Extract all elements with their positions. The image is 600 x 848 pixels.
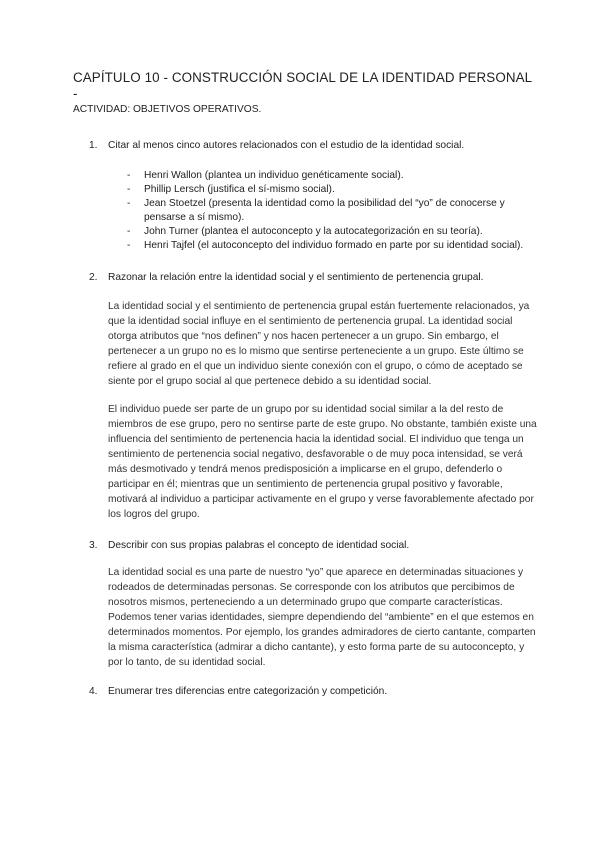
list-item bbox=[127, 169, 540, 183]
document-title: CAPÍTULO 10 - CONSTRUCCIÓN SOCIAL DE LA IDENTIDAD PERSONAL - bbox=[73, 70, 532, 101]
list-item bbox=[127, 183, 540, 197]
question-text: Citar al menos cinco autores relacionados con el estudio de la identidad social. bbox=[108, 140, 465, 151]
question-text: Describir con sus propias palabras el concepto de identidad social. bbox=[108, 540, 410, 551]
list-item-text: Phillip Lersch (justifica el sí-mismo social). bbox=[144, 184, 335, 195]
list-item bbox=[127, 225, 540, 239]
question-4 bbox=[73, 684, 540, 699]
question-2 bbox=[73, 270, 540, 285]
question-1 bbox=[73, 138, 540, 153]
list-item-text: Henri Wallon (plantea un individuo genéticamente social). bbox=[144, 170, 404, 181]
list-item bbox=[127, 197, 540, 225]
document-subtitle: ACTIVIDAD: OBJETIVOS OPERATIVOS. bbox=[73, 104, 262, 115]
list-item-text: Jean Stoetzel (presenta la identidad como la posibilidad del “yo” de conocerse y pensarse a sí mismo). bbox=[144, 198, 505, 223]
question-text: Razonar la relación entre la identidad social y el sentimiento de pertenencia grupal. bbox=[108, 272, 484, 283]
dash-bullet: - bbox=[127, 240, 131, 251]
answer-paragraph: El individuo puede ser parte de un grupo por su identidad social similar a la del resto de miembros de ese grupo, pero no sentirse parte de este grupo. No obstante, también existe una influencia del sentimiento de pertenencia hacia la identidad social. El individuo que tenga un sentimiento de pertenencia social negativo, desfavorable o de muy poca intensidad, se verá más desmotivado y tendrá menos predisposición a implicarse en el grupo, defenderlo o participar en él; mientras que un sentimiento de pertenencia grupal positivo y favorable, motivará al individuo a participar activamente en el grupo y verse favorablemente afectado por los logros del grupo. bbox=[108, 404, 537, 520]
list-item-text: Henri Tajfel (el autoconcepto del individuo formado en parte por su identidad social). bbox=[144, 240, 524, 251]
dash-bullet: - bbox=[127, 170, 131, 181]
answer-paragraph: La identidad social y el sentimiento de pertenencia grupal están fuertemente relacionados, ya que la identidad social influye en el sentimiento de pertenencia grupal. La identidad social otorga atributos que “nos definen” y nos hacen pertenecer a un grupo. Sin embargo, el pertenecer a un grupo no es lo mismo que sentirse perteneciente a un grupo. Este último se refiere al grado en el que un individuo siente conexión con el grupo, o cómo de aceptado se siente por el grupo social al que pertenece debido a su identidad social. bbox=[108, 301, 530, 387]
dash-bullet: - bbox=[127, 184, 131, 195]
question-text: Enumerar tres diferencias entre categorización y competición. bbox=[108, 686, 388, 697]
question-number: 1. bbox=[89, 140, 98, 151]
question-3 bbox=[73, 538, 540, 553]
question-number: 3. bbox=[89, 540, 98, 551]
question-number: 4. bbox=[89, 686, 98, 697]
list-item-text: John Turner (plantea el autoconcepto y la autocategorización en su teoría). bbox=[144, 226, 483, 237]
author-list bbox=[73, 169, 540, 253]
dash-bullet: - bbox=[127, 198, 131, 209]
answer-paragraph: La identidad social es una parte de nuestro “yo” que aparece en determinadas situaciones y rodeados de determinadas personas. Se corresponde con los atributos que percibimos de nosotros mismos, perteneciendo a un determinado grupo que comparte características. Podemos tener varias identidades, siempre dependiendo del “ambiente” en el que estemos en determinados momentos. Por ejemplo, los grandes admiradores de cierto cantante, comparten la misma característica (admirar a dicho cantante), y esto forma parte de su autoconcepto, y por lo tanto, de su identidad social. bbox=[108, 567, 536, 668]
question-number: 2. bbox=[89, 272, 98, 283]
dash-bullet: - bbox=[127, 226, 131, 237]
list-item bbox=[127, 239, 540, 253]
